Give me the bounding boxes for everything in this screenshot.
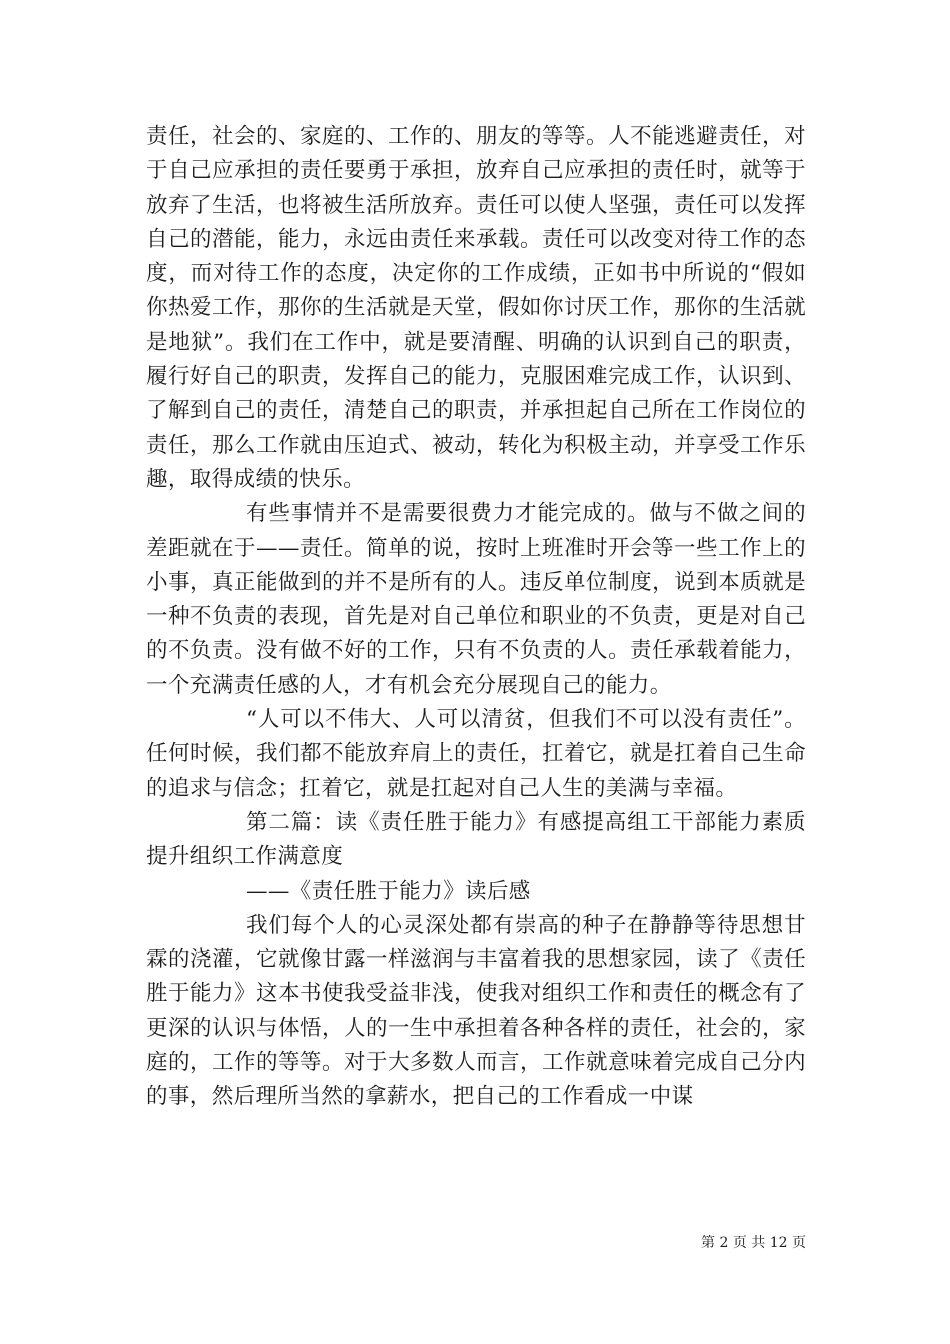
page-number: 第 2 页 共 12 页 — [701, 1235, 806, 1251]
paragraph-small-things: 有些事情并不是需要很费力才能完成的。做与不做之间的差距就在于——责任。简单的说，按时上班准时开会等一些工作上的小事，真正能做到的并不是所有的人。违反单位制度，说到本质就是一种不负责的表现，首先是对自己单位和职业的不负责，更是对自己的不负责。没有做不好的工作，只有不负责的人。责任承载着能力，一个充满责任感的人，才有机会充分展现自己的能力。 — [146, 501, 806, 698]
section-subtitle: ——《责任胜于能力》读后感 — [246, 878, 531, 904]
section-heading: 第二篇：读《责任胜于能力》有感提高组工干部能力素质提升组织工作满意度 — [146, 809, 806, 870]
paragraph-reading-notes: 我们每个人的心灵深处都有崇高的种子在静静等待思想甘霖的浇灌，它就像甘露一样滋润与丰富着我的思想家园，读了《责任胜于能力》这本书使我受益非浅，使我对组织工作和责任的概念有了更深的认识与体悟，人的一生中承担着各种各样的责任，社会的，家庭的，工作的等等。对于大多数人而言，工作就意味着完成自己分内的事，然后理所当然的拿薪水，把自己的工作看成一中谋 — [146, 912, 806, 1110]
paragraph-responsibility: 责任，社会的、家庭的、工作的、朋友的等等。人不能逃避责任，对于自己应承担的责任要勇于承担，放弃自己应承担的责任时，就等于放弃了生活，也将被生活所放弃。责任可以使人坚强，责任可以发挥自己的潜能，能力，永远由责任来承载。责任可以改变对待工作的态度，而对待工作的态度，决定你的工作成绩，正如书中所说的“假如你热爱工作，那你的生活就是天堂，假如你讨厌工作，那你的生活就是地狱”。我们在工作中，就是要清醒、明确的认识到自己的职责，履行好自己的职责，发挥自己的能力，克服困难完成工作，认识到、了解到自己的责任，清楚自己的职责，并承担起自己所在工作岗位的责任，那么工作就由压迫式、被动，转化为积极主动，并享受工作乐趣，取得成绩的快乐。 — [146, 124, 806, 492]
document-body — [146, 120, 806, 1115]
paragraph-quote: “人可以不伟大、人可以清贫，但我们不可以没有责任”。任何时候，我们都不能放弃肩上的责任，扛着它，就是扛着自己生命的追求与信念；扛着它，就是扛起对自己人生的美满与幸福。 — [146, 707, 806, 801]
